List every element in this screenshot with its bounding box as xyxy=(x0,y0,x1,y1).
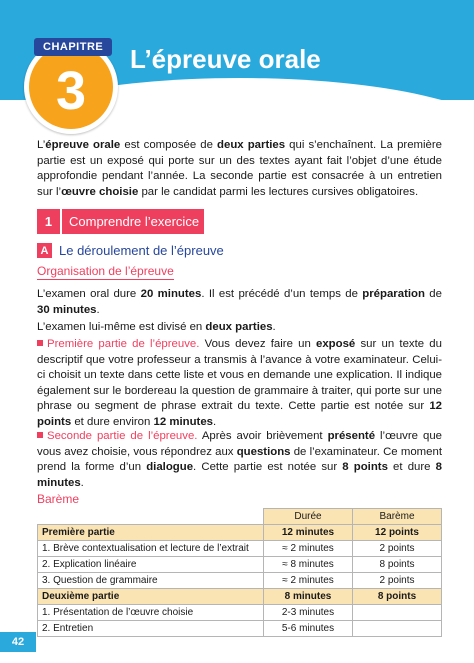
page-title: L’épreuve orale xyxy=(130,44,321,74)
chapter-label: CHAPITRE xyxy=(34,38,112,56)
table-row: Deuxième partie 8 minutes 8 points xyxy=(38,589,442,605)
organisation-heading: Organisation de l’épreuve xyxy=(37,264,174,278)
table-row: 2. Explication linéaire ≈ 8 minutes 8 points xyxy=(38,557,442,573)
column-header-bareme: Barème xyxy=(353,509,442,525)
first-part-bullet: Première partie de l’épreuve. Vous devez faire un exposé sur un texte du descriptif que votre professeur a transmis à l’avance à votre examinateur. Celui-ci choisit un texte dans cette liste et vous en demande une explication. Il indique également sur le bordereau la question de grammaire à traiter, qui porte sur une phrase ou segment de phrase extrait du texte. Cette partie est notée sur 12 points et dure environ 12 minutes. xyxy=(37,338,442,428)
intro-paragraph: L’épreuve orale est composée de deux parties qui s’enchaînent. La première partie est un exposé qui porte sur un des textes ayant fait l’objet d’une étude approfondie pendant l’année. La seconde partie est consacrée à un entretien sur l’œuvre choisie par le candidat parmi les lectures cursives obligatoires. xyxy=(37,139,443,198)
bullet-marker-icon xyxy=(37,432,43,438)
table-row: 1. Brève contextualisation et lecture de l’extrait ≈ 2 minutes 2 points xyxy=(38,541,442,557)
table-row: 3. Question de grammaire ≈ 2 minutes 2 points xyxy=(38,573,442,589)
table-row: 1. Présentation de l’œuvre choisie 2-3 minutes xyxy=(38,605,442,621)
subsection-letter: A xyxy=(37,243,52,258)
table-header-row xyxy=(38,509,442,525)
chapter-number: 3 xyxy=(55,61,87,121)
table-row: 2. Entretien 5-6 minutes xyxy=(38,621,442,637)
section-label: Comprendre l’exercice xyxy=(69,214,200,229)
bareme-table xyxy=(37,508,442,637)
second-part-bullet: Seconde partie de l’épreuve. Après avoir brièvement présenté l’œuvre que vous avez choisie, vous répondrez aux questions de l’examinateur. Ce moment prend la forme d’un dialogue. Cette partie est notée sur 8 points et dure 8 minutes. xyxy=(37,430,442,489)
table-row: Première partie 12 minutes 12 points xyxy=(38,525,442,541)
bareme-heading: Barème xyxy=(37,492,80,506)
bullet-marker-icon xyxy=(37,340,43,346)
page-number: 42 xyxy=(0,632,36,652)
subsection-label: Le déroulement de l’épreuve xyxy=(59,243,224,258)
duration-paragraph: L’examen oral dure 20 minutes. Il est précédé d’un temps de préparation de 30 minutes. xyxy=(37,288,442,316)
subsection-heading xyxy=(37,243,224,258)
column-header-duree: Durée xyxy=(264,509,353,525)
section-heading xyxy=(37,209,204,234)
parts-paragraph: L’examen lui-même est divisé en deux parties. xyxy=(37,321,276,333)
section-number: 1 xyxy=(37,209,62,234)
